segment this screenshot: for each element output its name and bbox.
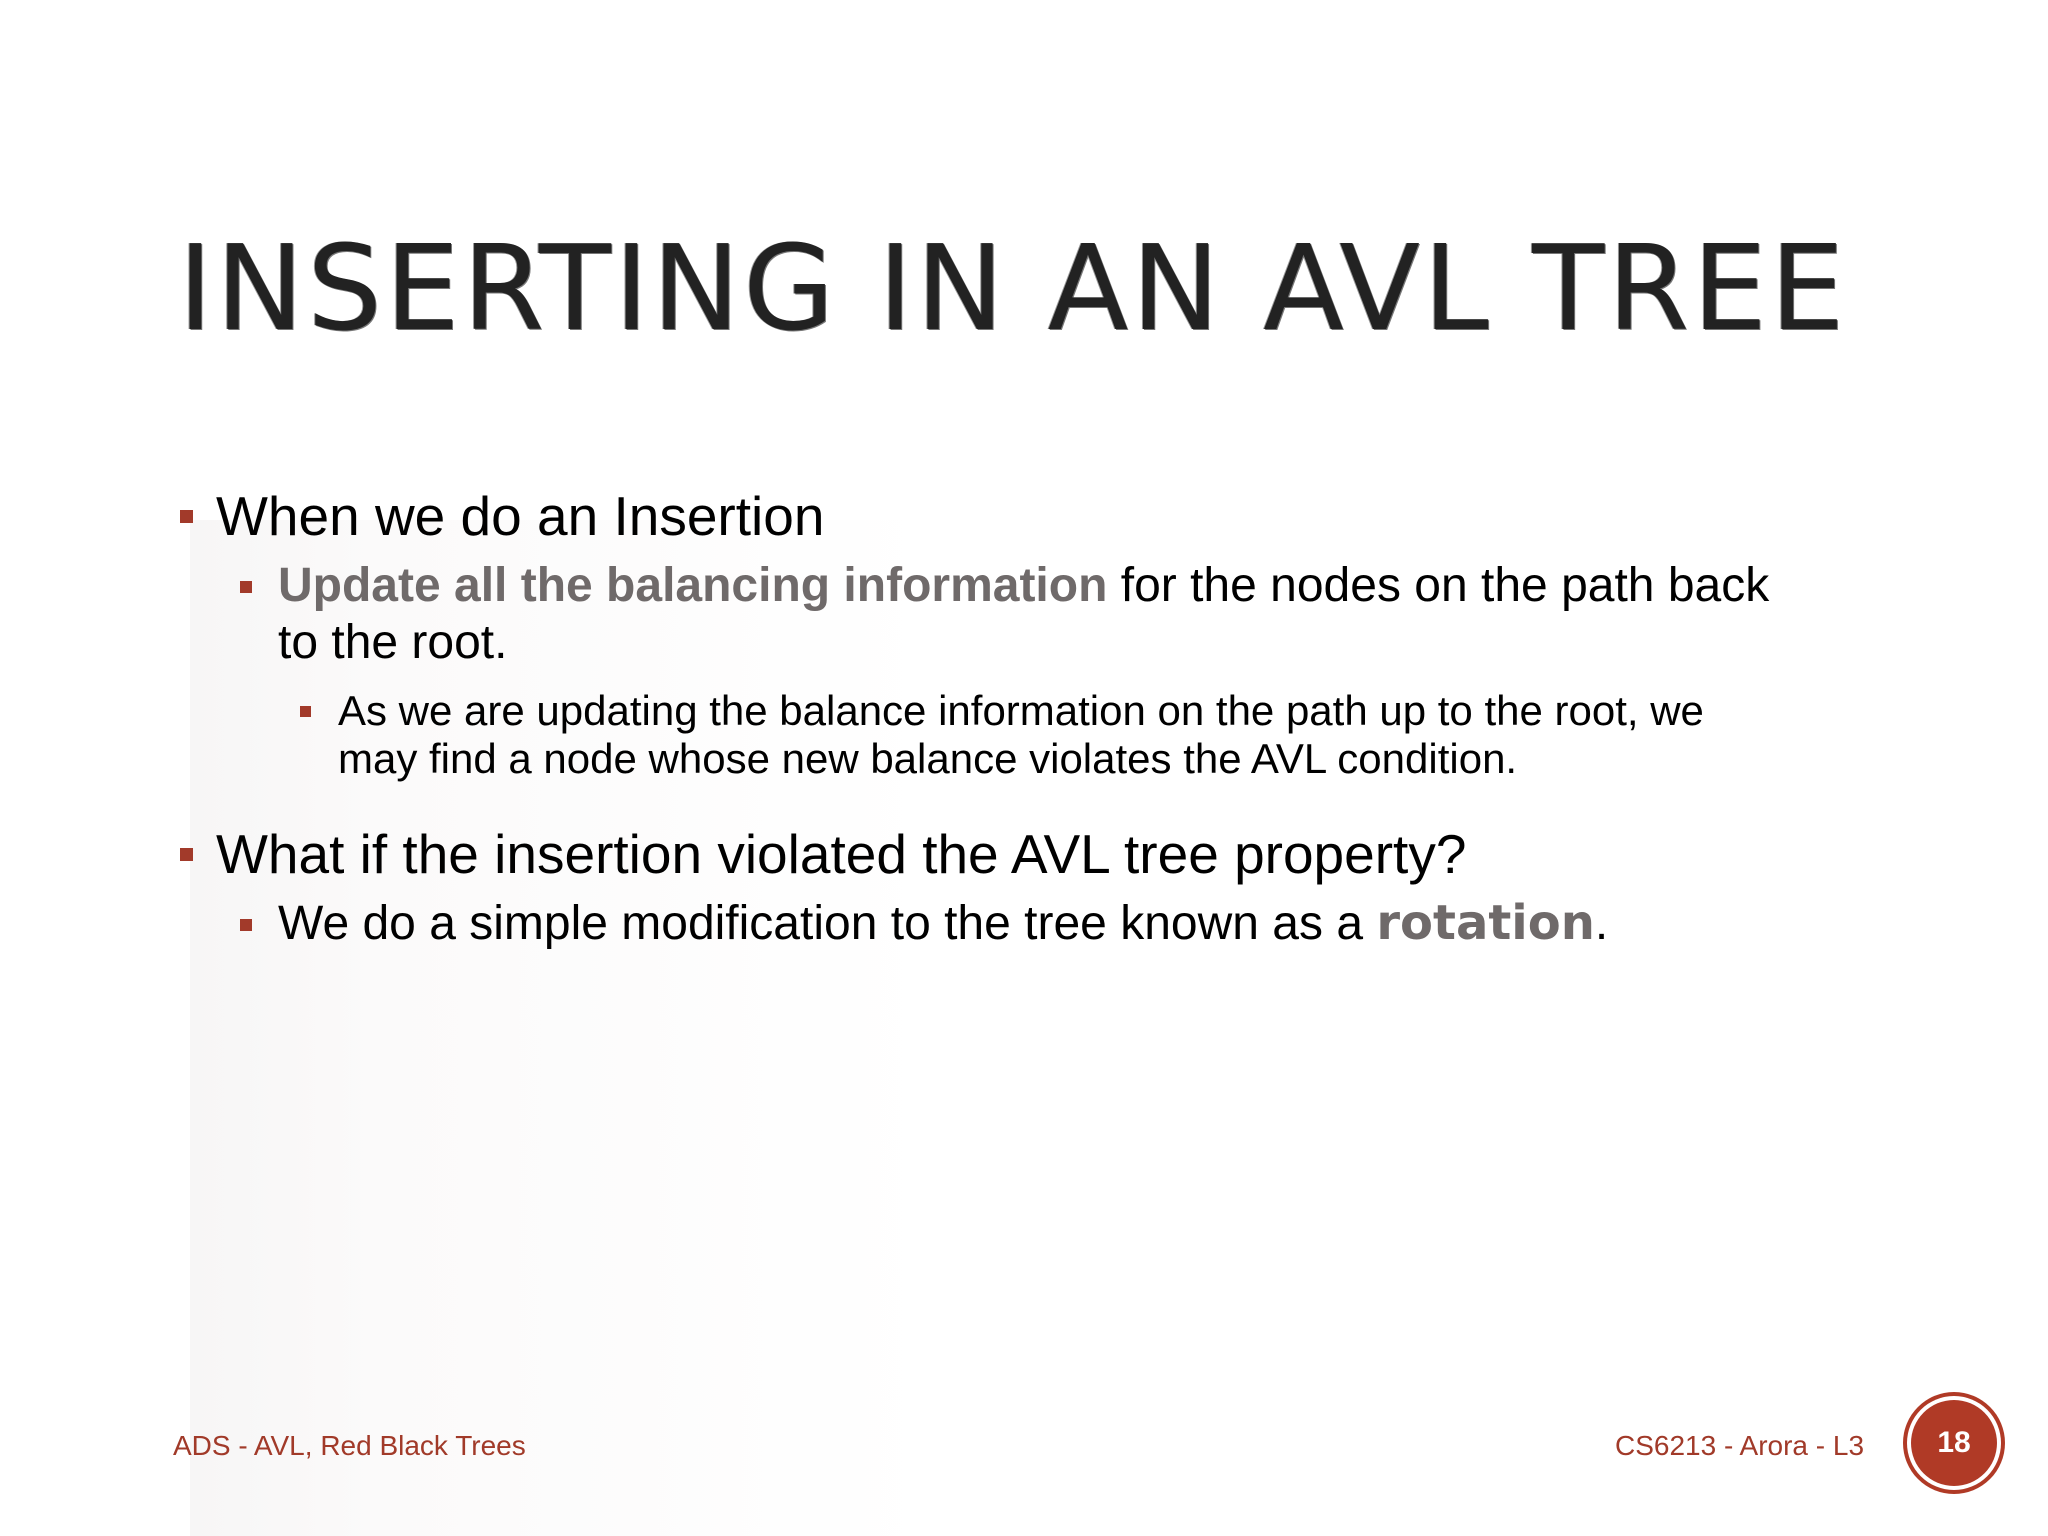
footer-course-topic: ADS - AVL, Red Black Trees xyxy=(173,1430,526,1461)
bullet-level2-continuation xyxy=(278,614,507,671)
slide-title: INSERTING IN AN AVL TREE xyxy=(178,219,1848,357)
emphasis-text: Update all the balancing information xyxy=(278,559,1108,612)
bullet-marker xyxy=(180,848,193,861)
bullet-text: What if the insertion violated the AVL tree property? xyxy=(216,823,1467,885)
bullet-level2-update-balancing xyxy=(278,557,1769,614)
page-number: 18 xyxy=(1937,1426,1971,1459)
bullet-level2-rotation xyxy=(278,895,1608,952)
bullet-text: . xyxy=(1594,897,1609,950)
bullet-text: for the nodes on the path back xyxy=(1107,559,1770,612)
footer-course-code: CS6213 - Arora - L3 xyxy=(1615,1430,1865,1461)
page-number-badge xyxy=(1911,1400,1997,1486)
bullet-level1-violation xyxy=(216,822,1466,886)
bullet-marker xyxy=(240,919,252,931)
bullet-marker xyxy=(240,581,252,593)
bullet-level3-continuation xyxy=(338,734,1517,783)
bullet-level3-balance-info xyxy=(338,686,1704,735)
bullet-text: As we are updating the balance information on the path up to the root, we xyxy=(338,687,1704,734)
bullet-text: We do a simple modification to the tree known as a xyxy=(278,897,1377,950)
bullet-marker xyxy=(300,706,311,717)
bullet-text: to the root. xyxy=(278,616,508,669)
content-panel xyxy=(190,520,2048,1536)
emphasis-text: rotation xyxy=(1376,895,1595,951)
bullet-text: may find a node whose new balance violates the AVL condition. xyxy=(338,735,1518,782)
bullet-text: When we do an Insertion xyxy=(216,485,825,547)
bullet-level1-insertion xyxy=(216,484,824,548)
bullet-marker xyxy=(180,510,193,523)
